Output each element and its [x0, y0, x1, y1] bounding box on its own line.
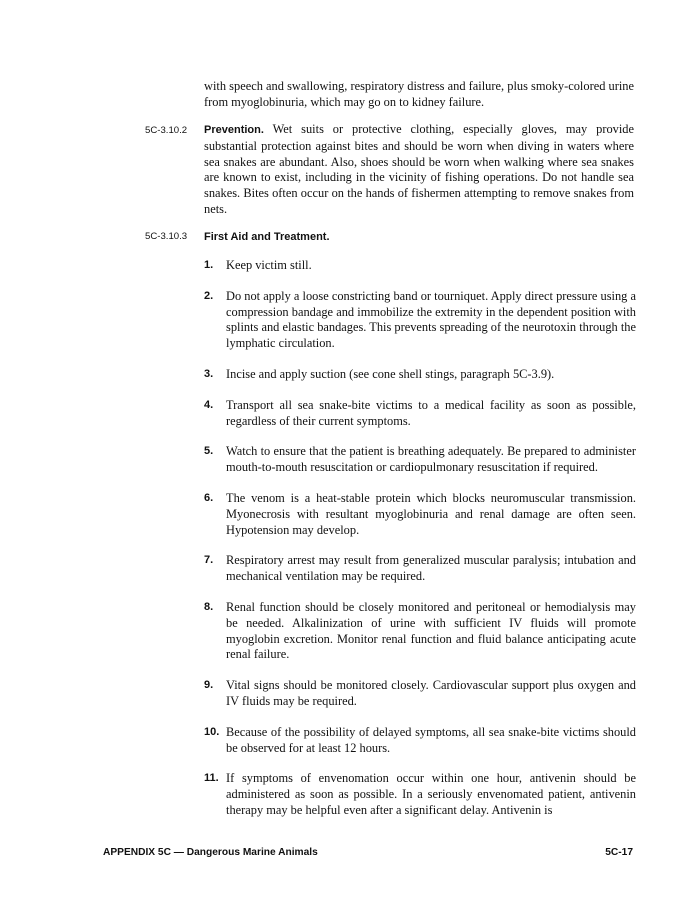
- list-item-number: 9.: [204, 679, 214, 692]
- list-item-number: 3.: [204, 367, 214, 380]
- list-item: [204, 398, 636, 430]
- list-item-number: 5.: [204, 445, 214, 458]
- list-item-number: 11.: [204, 772, 219, 785]
- first-aid-paragraph: [204, 229, 634, 246]
- list-item-number: 8.: [204, 600, 214, 613]
- list-item: [204, 289, 636, 352]
- list-item-text: Watch to ensure that the patient is breathing adequately. Be prepared to administer mouth-to-mouth resuscitation or cardiopulmonary resuscitation if required.: [226, 444, 636, 475]
- list-item: [204, 367, 636, 383]
- list-item-text: Do not apply a loose constricting band or tourniquet. Apply direct pressure using a compression bandage and immobilize the extremity in the dependent position with splints and elastic bandages. This prevents spreading of the neurotoxin through the lymphatic circulation.: [226, 288, 636, 351]
- footer-title: APPENDIX 5C — Dangerous Marine Animals: [103, 847, 318, 858]
- list-item: [204, 771, 636, 818]
- list-item-number: 6.: [204, 491, 214, 504]
- first-aid-heading: First Aid and Treatment.: [204, 231, 330, 243]
- list-item-text: Incise and apply suction (see cone shell stings, paragraph 5C-3.9).: [226, 366, 555, 381]
- list-item: [204, 258, 636, 274]
- list-item: [204, 678, 636, 710]
- list-item-text: Keep victim still.: [226, 258, 312, 272]
- list-item-text: The venom is a heat-stable protein which blocks neuromuscular transmission. Myonecrosis with resultant myoglobinuria and renal damage are often seen. Hypotension may develop.: [226, 490, 636, 537]
- list-item-text: Vital signs should be monitored closely. Cardiovascular support plus oxygen and IV fluids may be required.: [226, 678, 636, 708]
- list-item: [204, 491, 636, 538]
- list-item: [204, 553, 636, 585]
- list-item-text: Renal function should be closely monitored and peritoneal or hemodialysis may be needed. Alkalinization of urine with sufficient IV fluids will promote myoglobin excretion. Monitor renal function and fluid balance anticipating acute renal failure.: [226, 599, 636, 662]
- prevention-heading: Prevention.: [204, 124, 264, 136]
- prevention-paragraph: [204, 122, 634, 218]
- list-item-number: 7.: [204, 554, 214, 567]
- section-number-first-aid: 5C-3.10.3: [145, 231, 188, 242]
- list-item-text: Because of the possibility of delayed symptoms, all sea snake-bite victims should be observed for at least 12 hours.: [226, 724, 636, 755]
- prevention-body: Wet suits or protective clothing, especially gloves, may provide substantial protection against bites and should be worn when diving in waters where sea snakes are abundant. Also, shoes should be worn when walking where sea snakes are known to exist, including in the vicinity of fishing operations. Do not handle sea snakes. Bites often occur on the hands of fishermen attempting to remove snakes from nets.: [204, 122, 635, 216]
- first-aid-list: [204, 258, 636, 834]
- page-number: 5C-17: [605, 847, 633, 858]
- list-item-number: 10.: [204, 725, 220, 738]
- continuation-paragraph: with speech and swallowing, respiratory distress and failure, plus smoky-colored urine from myoglobinuria, which may go on to kidney failure.: [204, 79, 634, 109]
- list-item: [204, 600, 636, 663]
- list-item-text: Respiratory arrest may result from generalized muscular paralysis; intubation and mechanical ventilation may be required.: [226, 553, 636, 584]
- section-number-prevention: 5C-3.10.2: [145, 125, 188, 136]
- list-item-text: If symptoms of envenomation occur within one hour, antivenin should be administered as soon as possible. In a seriously envenomated patient, antivenin therapy may be helpful even after a significant delay. Antivenin is: [226, 771, 636, 817]
- list-item-text: Transport all sea snake-bite victims to a medical facility as soon as possible, regardless of their current symptoms.: [226, 397, 636, 428]
- list-item-number: 2.: [204, 289, 214, 302]
- list-item-number: 4.: [204, 398, 214, 411]
- list-item: [204, 444, 636, 476]
- list-item-number: 1.: [204, 259, 214, 271]
- list-item: [204, 725, 636, 757]
